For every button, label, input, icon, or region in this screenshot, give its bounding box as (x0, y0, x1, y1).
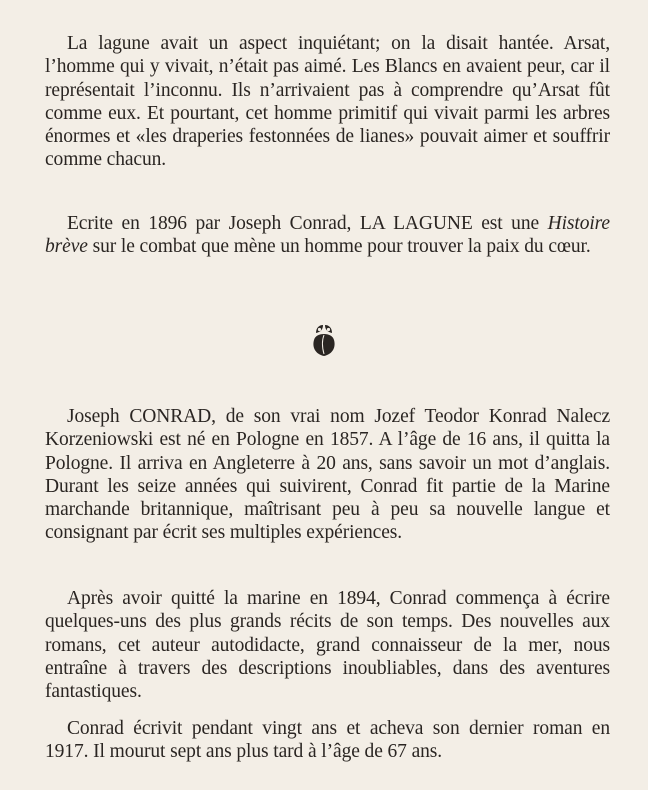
summary-paragraph-2 (45, 212, 610, 259)
summary-paragraph-2-text-after: sur le combat que mène un homme pour trouver la paix du cœur. (87, 236, 591, 258)
summary-italic-title: Histoire brève (45, 213, 610, 258)
biography-paragraph-2: Après avoir quitté la marine en 1894, Conrad commença à écrire quelques-uns des plus grands récits de son temps. Des nouvelles aux romans, cet auteur autodidacte, grand connaisseur de la mer, nous entraîne à travers des descriptions inoubliables, dans des aventures fantastiques. (45, 588, 610, 703)
leaf-bud-ornament-icon (311, 323, 337, 357)
summary-paragraph-1: La lagune avait un aspect inquiétant; on la disait hantée. Arsat, l’homme qui y vivait, n’était pas aimé. Les Blancs en avaient peur, car il représentait l’inconnu. Ils n’arrivaient pas à comprendre qu’Arsat fût comme eux. Et pourtant, cet homme primitif qui vivait parmi les arbres énormes et «les draperies festonnées de lianes» pouvait aimer et souffrir comme chacun. (45, 33, 610, 171)
biography-paragraph-3: Conrad écrivit pendant vingt ans et acheva son dernier roman en 1917. Il mourut sept ans plus tard à l’âge de 67 ans. (45, 718, 610, 763)
biography-paragraph-1: Joseph CONRAD, de son vrai nom Jozef Teodor Konrad Nalecz Korzeniowski est né en Pologne en 1857. A l’âge de 16 ans, il quitta la Pologne. Il arriva en Angleterre à 20 ans, sans savoir un mot d’anglais. Durant les seize années qui suivirent, Conrad fit partie de la Marine marchande britannique, maîtrisant peu à peu sa nouvelle langue et consignant par écrit ses multiples expériences. (45, 406, 610, 544)
summary-paragraph-2-text-before: Ecrite en 1896 par Joseph Conrad, LA LAGUNE est une (67, 213, 548, 234)
